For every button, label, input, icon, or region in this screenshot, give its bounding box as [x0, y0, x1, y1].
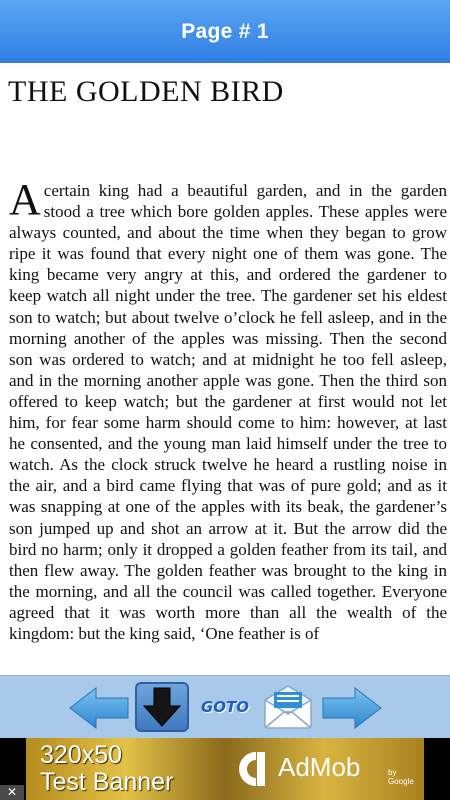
ad-banner[interactable] [0, 738, 450, 800]
navigation-toolbar [0, 675, 450, 739]
admob-logo-icon [226, 748, 268, 790]
story-body [9, 175, 447, 644]
reader-page[interactable] [0, 63, 450, 675]
story-title: THE GOLDEN BIRD [8, 75, 284, 108]
next-page-button[interactable] [321, 686, 383, 730]
header-bar [0, 0, 450, 64]
close-icon[interactable]: ✕ [0, 785, 24, 800]
arrow-left-icon [68, 686, 130, 730]
mail-icon [262, 684, 314, 732]
page-title: Page # 1 [181, 19, 269, 43]
ad-banner-text: Test Banner [40, 768, 174, 796]
previous-page-button[interactable] [68, 686, 130, 730]
ad-brand: AdMob [278, 752, 361, 782]
ad-by-google: by Google [388, 768, 414, 786]
download-button[interactable] [135, 682, 189, 732]
goto-button[interactable] [193, 696, 257, 718]
drop-cap: A [9, 175, 41, 224]
story-text: certain king had a beautiful garden, and in the garden stood a tree which bore golden apples. These apples were always counted, and about the time when they began to grow ripe it was found that every night one of them was gone. The king became very angry at this, and ordered the gardener to keep watch all night under the tree. The gardener set his eldest son to watch; but about twelve o’clock he fell asleep, and in the morning another of the apples was missing. Then the second son was ordered to watch; and at midnight he too fell asleep, and in the morning another apple was gone. Then the third son offered to keep watch; but the gardener at first would not let him, for fear some harm should come to him: however, at last he consented, and the young man laid himself under the tree to watch. As the clock struck twelve he heard a rustling noise in the air, and a bird came flying that was of pure gold; and as it was snapping at one of the apples with its beak, the gardener’s son jumped up and shot an arrow at it. But the arrow did the bird no harm; only it dropped a golden feather from its tail, and then flew away. The golden feather was brought to the king in the morning, and all the council was called together. Everyone agreed that it was worth more than all the wealth of the kingdom: but the king said, ‘One feather is of [9, 181, 447, 643]
ad-text-block [40, 742, 173, 796]
download-icon [142, 686, 182, 728]
ad-content[interactable] [26, 738, 424, 800]
arrow-right-icon [321, 686, 383, 730]
mail-button[interactable] [262, 684, 314, 732]
ad-size-text: 320x50 [40, 741, 123, 769]
goto-label: GOTO [200, 698, 250, 716]
